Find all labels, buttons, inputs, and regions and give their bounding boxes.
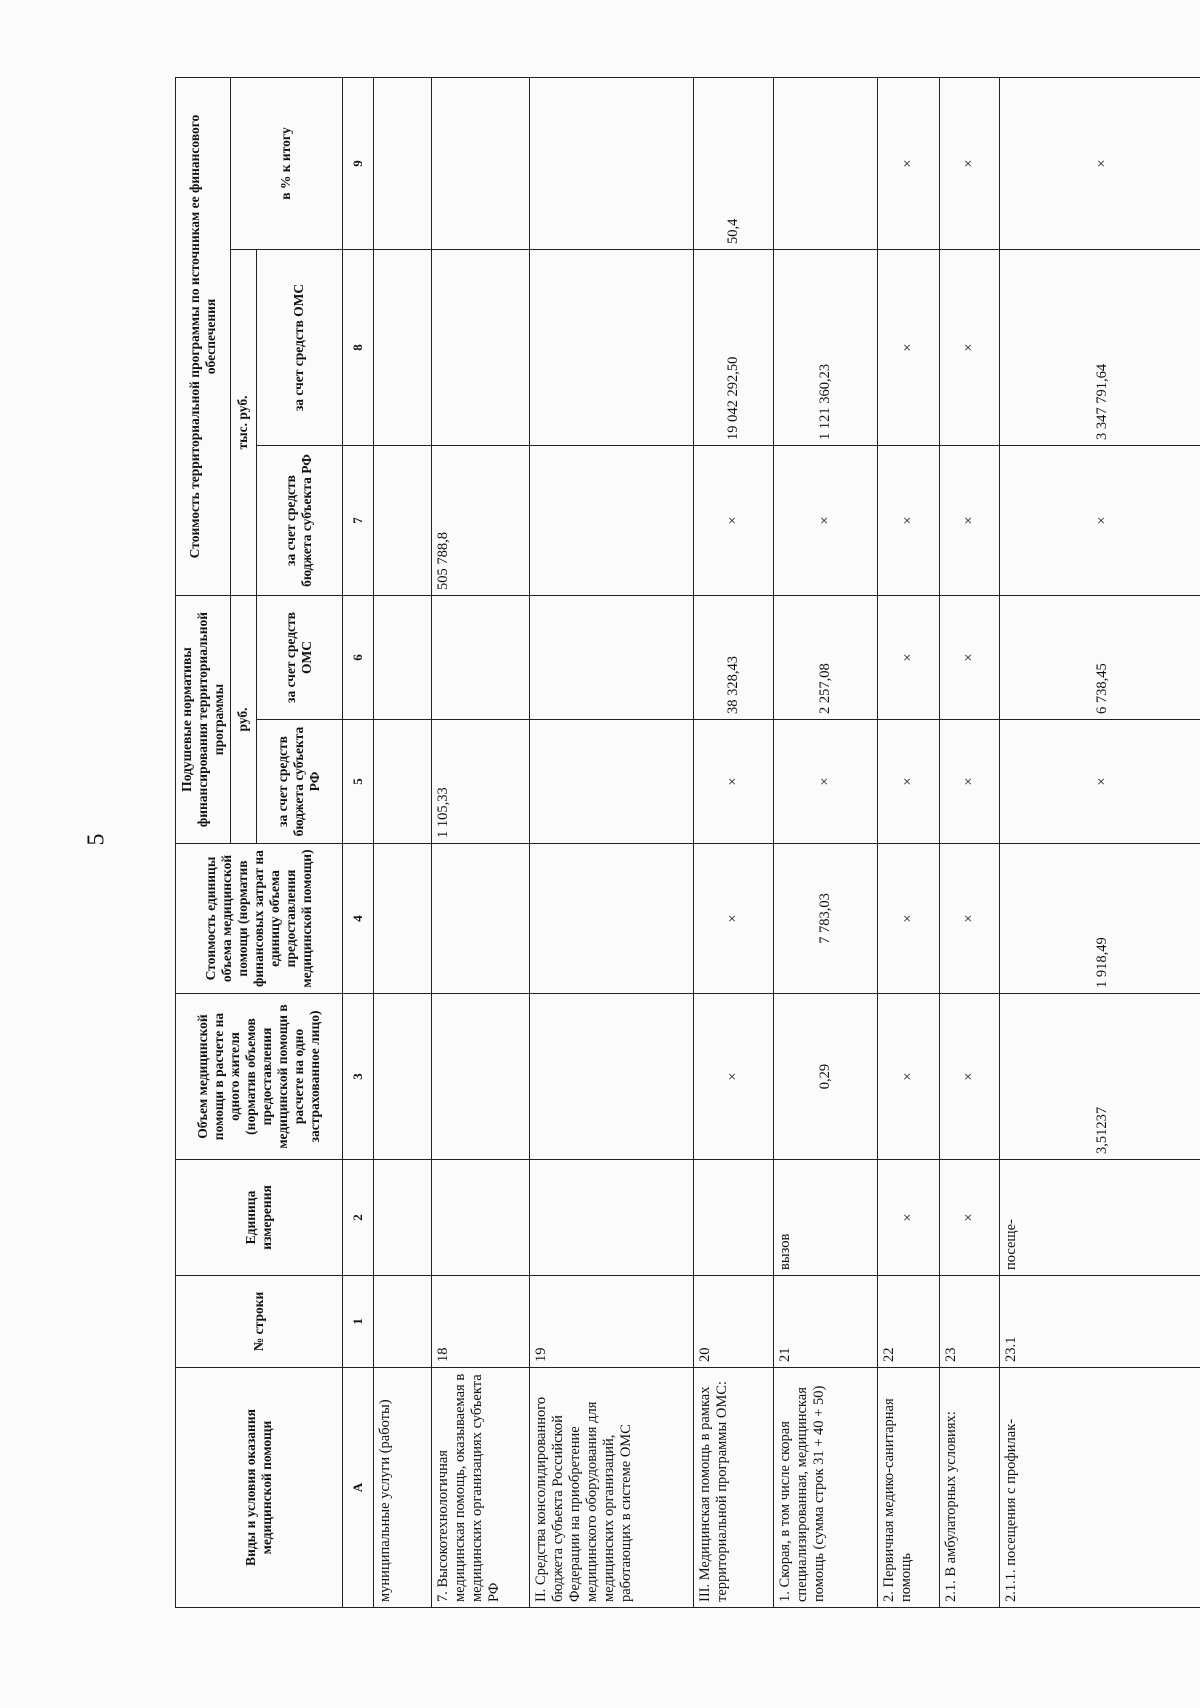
row-unit-cost: ×: [877, 844, 939, 994]
row-description: 2. Первичная медико-санитарная помощь: [877, 1368, 939, 1608]
row-unit: [373, 1160, 431, 1276]
row-description: муниципальные услуги (работы): [373, 1368, 431, 1608]
header-row-number: № строки: [176, 1276, 343, 1368]
row-unit-cost: [529, 844, 693, 994]
row-percent: [373, 78, 431, 250]
row-volume: ×: [693, 994, 773, 1160]
header-cost-budget: за счет средств бюджета субъекта РФ: [256, 446, 342, 596]
row-number: 23: [939, 1276, 999, 1368]
row-percent: [431, 78, 529, 250]
row-cost-oms: 1 121 360,23: [773, 250, 877, 446]
row-volume: ×: [877, 994, 939, 1160]
row-volume: 0,29: [773, 994, 877, 1160]
row-description: 2.1. В амбулаторных условиях:: [939, 1368, 999, 1608]
row-unit-cost: 7 783,03: [773, 844, 877, 994]
row-percent: ×: [999, 78, 1200, 250]
row-number: 19: [529, 1276, 693, 1368]
row-cost-budget: [373, 446, 431, 596]
row-description: III. Медицинская помощь в рамках территориальной программы ОМС:: [693, 1368, 773, 1608]
row-number: 23.1: [999, 1276, 1200, 1368]
column-number: А: [342, 1368, 373, 1608]
row-percent: 50,4: [693, 78, 773, 250]
row-volume: [529, 994, 693, 1160]
row-unit: [693, 1160, 773, 1276]
row-percent: ×: [939, 78, 999, 250]
row-norm-budget: [529, 720, 693, 844]
row-number: 20: [693, 1276, 773, 1368]
row-cost-oms: [373, 250, 431, 446]
row-norm-budget: ×: [939, 720, 999, 844]
row-norm-budget: ×: [773, 720, 877, 844]
header-unit: Единица измерения: [176, 1160, 343, 1276]
row-norm-budget: 1 105,33: [431, 720, 529, 844]
header-cost-oms: за счет средств ОМС: [256, 250, 342, 446]
row-unit-cost: 1 918,49: [999, 844, 1200, 994]
row-norm-oms: ×: [877, 596, 939, 720]
row-norm-oms: 38 328,43: [693, 596, 773, 720]
row-cost-budget: 505 788,8: [431, 446, 529, 596]
row-norm-oms: ×: [939, 596, 999, 720]
row-norm-oms: [529, 596, 693, 720]
row-cost-oms: ×: [877, 250, 939, 446]
row-unit: [529, 1160, 693, 1276]
column-number: 1: [342, 1276, 373, 1368]
table-row: [529, 78, 693, 1608]
header-per-capita-group: Подушевые нормативы финансирования территориальной программы: [176, 596, 231, 844]
row-norm-budget: ×: [693, 720, 773, 844]
row-volume: ×: [939, 994, 999, 1160]
row-norm-oms: 2 257,08: [773, 596, 877, 720]
row-cost-budget: ×: [877, 446, 939, 596]
header-percent: в % к итогу: [230, 78, 342, 250]
row-number: 21: [773, 1276, 877, 1368]
row-norm-budget: ×: [877, 720, 939, 844]
column-number: 8: [342, 250, 373, 446]
table-row: [373, 78, 431, 1608]
row-norm-budget: ×: [999, 720, 1200, 844]
row-norm-budget: [373, 720, 431, 844]
row-cost-budget: ×: [939, 446, 999, 596]
row-unit: вызов: [773, 1160, 877, 1276]
row-norm-oms: 6 738,45: [999, 596, 1200, 720]
row-description: II. Средства консолидированного бюджета субъекта Российской Федерации на приобретение медицинского оборудования для медицинских организаций, работающих в системе ОМС: [529, 1368, 693, 1608]
header-volume: Объем медицинской помощи в расчете на одного жителя (норматив объемов предоставления медицинской помощи в расчете на одно застрахованное лицо): [176, 994, 343, 1160]
row-cost-oms: [529, 250, 693, 446]
row-percent: [529, 78, 693, 250]
row-description: 2.1.1. посещения с профилак-: [999, 1368, 1200, 1608]
table-row: [939, 78, 999, 1608]
row-unit-cost: ×: [693, 844, 773, 994]
row-cost-budget: ×: [693, 446, 773, 596]
row-unit: ×: [939, 1160, 999, 1276]
row-unit: [431, 1160, 529, 1276]
financing-table: [175, 77, 1200, 1608]
table-row: [999, 78, 1200, 1608]
column-number: 6: [342, 596, 373, 720]
row-number: 18: [431, 1276, 529, 1368]
row-number: [373, 1276, 431, 1368]
header-unit-thousand-rub: тыс. руб.: [230, 250, 256, 596]
row-cost-budget: [529, 446, 693, 596]
column-number: 9: [342, 78, 373, 250]
column-number: 3: [342, 994, 373, 1160]
row-norm-oms: [373, 596, 431, 720]
column-number: 7: [342, 446, 373, 596]
row-cost-oms: 3 347 791,64: [999, 250, 1200, 446]
table-row: [773, 78, 877, 1608]
column-number: 2: [342, 1160, 373, 1276]
row-description: 7. Высокотехнологичная медицинская помощь, оказываемая в медицинских организациях субъекта РФ: [431, 1368, 529, 1608]
header-unit-rub: руб.: [230, 596, 256, 844]
table-row: [431, 78, 529, 1608]
header-norm-budget: за счет средств бюджета субъекта РФ: [256, 720, 342, 844]
row-cost-oms: ×: [939, 250, 999, 446]
header-program-cost-group: Стоимость территориальной программы по источникам ее финансового обеспечения: [176, 78, 231, 596]
row-unit-cost: [373, 844, 431, 994]
row-norm-oms: [431, 596, 529, 720]
row-cost-oms: 19 042 292,50: [693, 250, 773, 446]
row-description: 1. Скорая, в том числе скорая специализированная, медицинская помощь (сумма строк 31 + 40 + 50): [773, 1368, 877, 1608]
header-kinds: Виды и условия оказания медицинской помощи: [176, 1368, 343, 1608]
row-percent: [773, 78, 877, 250]
row-number: 22: [877, 1276, 939, 1368]
row-volume: [373, 994, 431, 1160]
header-norm-oms: за счет средств ОМС: [256, 596, 342, 720]
row-unit: посеще-: [999, 1160, 1200, 1276]
page-number: 5: [83, 833, 110, 846]
row-volume: 3,51237: [999, 994, 1200, 1160]
row-percent: ×: [877, 78, 939, 250]
column-number: 5: [342, 720, 373, 844]
row-cost-budget: ×: [773, 446, 877, 596]
table-row: [693, 78, 773, 1608]
column-number: 4: [342, 844, 373, 994]
row-cost-oms: [431, 250, 529, 446]
row-unit-cost: [431, 844, 529, 994]
table-row: [877, 78, 939, 1608]
header-unit-cost: Стоимость единицы объема медицинской помощи (норматив финансовых затрат на единицу объема предоставления медицинской помощи): [176, 844, 343, 994]
row-volume: [431, 994, 529, 1160]
row-cost-budget: ×: [999, 446, 1200, 596]
row-unit: ×: [877, 1160, 939, 1276]
column-number-row: [342, 78, 373, 1608]
row-unit-cost: ×: [939, 844, 999, 994]
financing-table-rotated: [175, 78, 1200, 1608]
